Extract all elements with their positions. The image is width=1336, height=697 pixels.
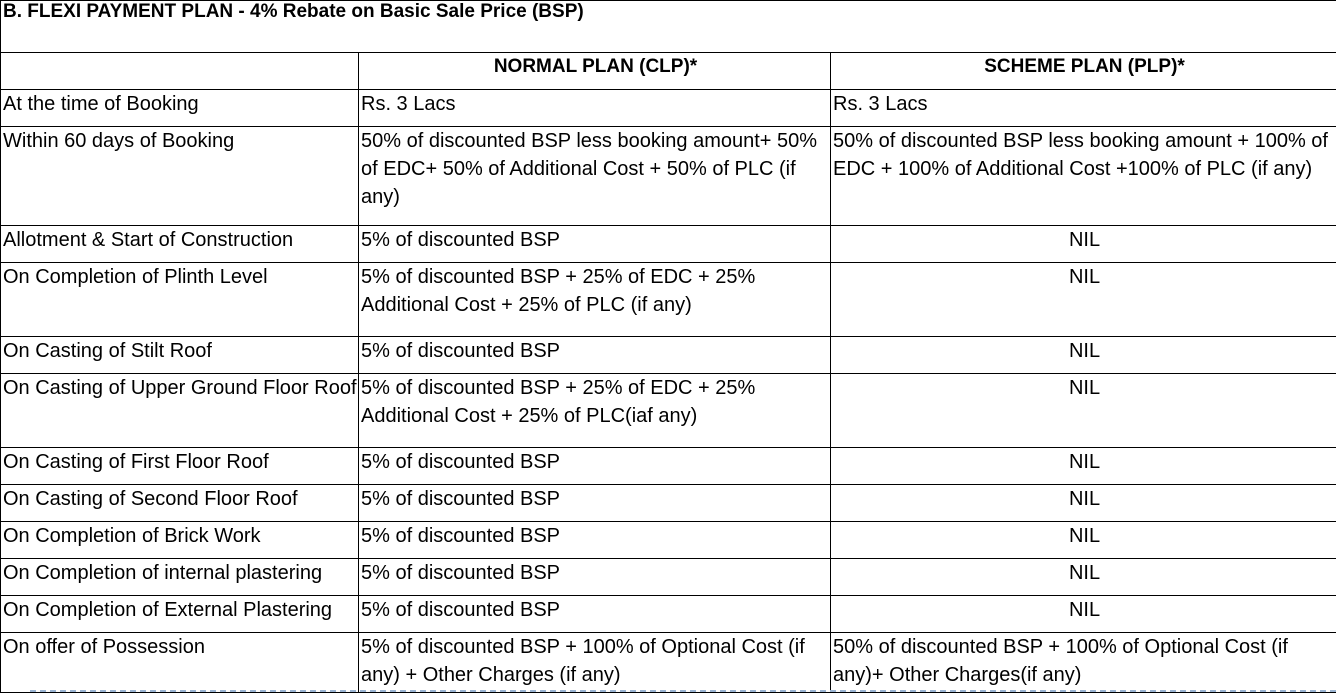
row-scheme: NIL — [831, 263, 1336, 337]
row-stage: On Completion of internal plastering — [1, 559, 359, 596]
table-row — [1, 522, 1336, 559]
table-row — [1, 448, 1336, 485]
row-stage: On Completion of External Plastering — [1, 596, 359, 633]
row-normal: 5% of discounted BSP — [359, 337, 831, 374]
table-row — [1, 485, 1336, 522]
row-normal: 50% of discounted BSP less booking amount+ 50% of EDC+ 50% of Additional Cost + 50% of PLC (if any) — [359, 127, 831, 226]
row-scheme: 50% of discounted BSP less booking amount + 100% of EDC + 100% of Additional Cost +100% of PLC (if any) — [831, 127, 1336, 226]
row-normal: 5% of discounted BSP + 25% of EDC + 25% Additional Cost + 25% of PLC (if any) — [359, 263, 831, 337]
table-row — [1, 596, 1336, 633]
header-scheme-plan: SCHEME PLAN (PLP)* — [831, 53, 1336, 90]
table-row — [1, 374, 1336, 448]
row-stage: On Completion of Brick Work — [1, 522, 359, 559]
row-normal: 5% of discounted BSP — [359, 226, 831, 263]
row-scheme: NIL — [831, 559, 1336, 596]
row-scheme: NIL — [831, 337, 1336, 374]
dashed-divider — [30, 690, 1336, 692]
title-row — [1, 1, 1336, 53]
row-scheme: NIL — [831, 448, 1336, 485]
row-scheme: 50% of discounted BSP + 100% of Optional Cost (if any)+ Other Charges(if any) — [831, 633, 1336, 693]
table-row — [1, 559, 1336, 596]
row-scheme: NIL — [831, 485, 1336, 522]
row-stage: On Casting of Second Floor Roof — [1, 485, 359, 522]
row-scheme: NIL — [831, 374, 1336, 448]
table-row — [1, 127, 1336, 226]
row-normal: 5% of discounted BSP + 100% of Optional Cost (if any) + Other Charges (if any) — [359, 633, 831, 693]
table-title: B. FLEXI PAYMENT PLAN - 4% Rebate on Basic Sale Price (BSP) — [1, 1, 1336, 53]
row-stage: At the time of Booking — [1, 90, 359, 127]
row-normal: 5% of discounted BSP — [359, 448, 831, 485]
row-stage: Allotment & Start of Construction — [1, 226, 359, 263]
row-normal: 5% of discounted BSP + 25% of EDC + 25% Additional Cost + 25% of PLC(iaf any) — [359, 374, 831, 448]
row-scheme: NIL — [831, 226, 1336, 263]
row-stage: On Casting of Stilt Roof — [1, 337, 359, 374]
row-scheme: NIL — [831, 522, 1336, 559]
row-stage: On offer of Possession — [1, 633, 359, 693]
table-row — [1, 226, 1336, 263]
row-normal: 5% of discounted BSP — [359, 485, 831, 522]
header-normal-plan: NORMAL PLAN (CLP)* — [359, 53, 831, 90]
row-scheme: Rs. 3 Lacs — [831, 90, 1336, 127]
row-stage: Within 60 days of Booking — [1, 127, 359, 226]
row-normal: 5% of discounted BSP — [359, 559, 831, 596]
row-stage: On Completion of Plinth Level — [1, 263, 359, 337]
table-row — [1, 337, 1336, 374]
table-row — [1, 633, 1336, 693]
table-row — [1, 90, 1336, 127]
table-row — [1, 263, 1336, 337]
row-normal: Rs. 3 Lacs — [359, 90, 831, 127]
header-row — [1, 53, 1336, 90]
header-stage-column — [1, 53, 359, 90]
row-stage: On Casting of First Floor Roof — [1, 448, 359, 485]
row-stage: On Casting of Upper Ground Floor Roof — [1, 374, 359, 448]
row-normal: 5% of discounted BSP — [359, 596, 831, 633]
row-scheme: NIL — [831, 596, 1336, 633]
row-normal: 5% of discounted BSP — [359, 522, 831, 559]
